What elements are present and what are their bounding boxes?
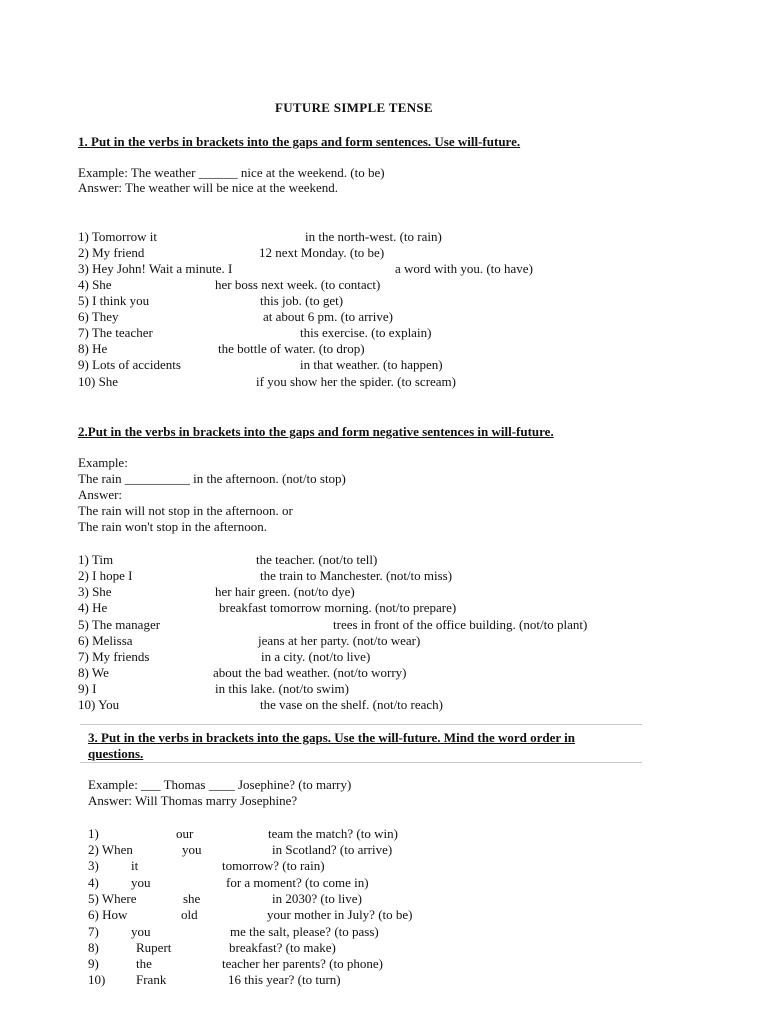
s2-item-3-end: her hair green. (not/to dye) [215,584,355,599]
s1-item-8-end: the bottle of water. (to drop) [218,341,365,356]
s3-item-8-end: breakfast? (to make) [229,940,336,955]
section-2-heading: 2.Put in the verbs in brackets into the gaps and form negative sentences in will-future. [78,424,554,439]
section-1-heading: 1. Put in the verbs in brackets into the gaps and form sentences. Use will-future. [78,134,521,149]
s3-item-9-num: 9) [88,956,99,971]
s1-item-1-end: in the north-west. (to rain) [305,229,442,244]
section-2-answer-1: The rain will not stop in the afternoon. or [78,503,293,518]
section-2-answer-label: Answer: [78,487,123,502]
s1-item-2-end: 12 next Monday. (to be) [259,245,385,260]
s2-item-6-end: jeans at her party. (not/to wear) [258,633,421,648]
s2-item-7-end: in a city. (not/to live) [261,649,371,664]
s3-item-7-end: me the salt, please? (to pass) [230,924,379,939]
s1-item-5-start: 5) I think you [78,293,150,308]
section-1-example: Example: The weather ______ nice at the weekend. (to be) [78,165,385,180]
s3-item-7-num: 7) [88,924,99,939]
s3-item-8-num: 8) [88,940,99,955]
section-3-bottom-rule [80,762,642,763]
s1-item-9-start: 9) Lots of accidents [78,357,181,372]
s1-item-7-start: 7) The teacher [78,325,153,340]
s1-item-1-start: 1) Tomorrow it [78,229,158,244]
s1-item-6-start: 6) They [78,309,119,324]
s3-item-10-num: 10) [88,972,106,987]
s3-item-3-word: it [131,858,139,873]
section-3-top-rule [80,724,642,725]
s3-item-6-end: your mother in July? (to be) [267,907,413,922]
page-title: FUTURE SIMPLE TENSE [275,100,433,115]
s3-item-3-end: tomorrow? (to rain) [222,858,325,873]
s1-item-10-start: 10) She [78,374,119,389]
s3-item-2-num: 2) When [88,842,133,857]
s3-item-4-word: you [131,875,151,890]
s1-item-10-end: if you show her the spider. (to scream) [256,374,457,389]
s3-item-5-end: in 2030? (to live) [272,891,362,906]
s2-item-4-start: 4) He [78,600,108,615]
s3-item-2-end: in Scotland? (to arrive) [272,842,393,857]
s3-item-8-word: Rupert [136,940,172,955]
s1-item-9-end: in that weather. (to happen) [300,357,443,372]
s3-item-9-end: teacher her parents? (to phone) [222,956,383,971]
section-1-answer: Answer: The weather will be nice at the weekend. [78,180,339,195]
s2-item-5-end: trees in front of the office building. (not/to plant) [333,617,588,632]
s3-item-1-word: our [176,826,194,841]
s2-item-10-end: the vase on the shelf. (not/to reach) [260,697,444,712]
s1-item-4-start: 4) She [78,277,112,292]
section-3-heading-line-1: 3. Put in the verbs in brackets into the gaps. Use the will-future. Mind the word order in [88,730,576,745]
s3-item-4-num: 4) [88,875,99,890]
s2-item-6-start: 6) Melissa [78,633,133,648]
section-2-example-label: Example: [78,455,128,470]
s1-item-6-end: at about 6 pm. (to arrive) [263,309,393,324]
s3-item-6-num: 6) How [88,907,128,922]
s1-item-3-start: 3) Hey John! Wait a minute. I [78,261,233,276]
s2-item-3-start: 3) She [78,584,112,599]
section-3-example: Example: ___ Thomas ____ Josephine? (to marry) [88,777,352,792]
s2-item-5-start: 5) The manager [78,617,161,632]
s3-item-1-num: 1) [88,826,99,841]
s3-item-5-word: she [183,891,201,906]
s2-item-7-start: 7) My friends [78,649,150,664]
s2-item-1-start: 1) Tim [78,552,114,567]
section-2-example: The rain __________ in the afternoon. (not/to stop) [78,471,346,486]
s2-item-2-end: the train to Manchester. (not/to miss) [260,568,453,583]
s3-item-2-word: you [182,842,202,857]
s1-item-7-end: this exercise. (to explain) [300,325,432,340]
s2-item-8-end: about the bad weather. (not/to worry) [213,665,407,680]
s2-item-8-start: 8) We [78,665,109,680]
s3-item-10-end: 16 this year? (to turn) [228,972,341,987]
s3-item-10-word: Frank [136,972,167,987]
section-3-answer: Answer: Will Thomas marry Josephine? [88,793,298,808]
s3-item-7-word: you [131,924,151,939]
s1-item-5-end: this job. (to get) [260,293,344,308]
s1-item-8-start: 8) He [78,341,108,356]
section-3-heading-line-2: questions. [88,746,144,761]
s3-item-6-word: old [181,907,198,922]
s2-item-2-start: 2) I hope I [78,568,133,583]
s3-item-5-num: 5) Where [88,891,137,906]
section-2-answer-2: The rain won't stop in the afternoon. [78,519,267,534]
s2-item-10-start: 10) You [78,697,120,712]
s3-item-4-end: for a moment? (to come in) [226,875,369,890]
s3-item-3-num: 3) [88,858,99,873]
s2-item-9-start: 9) I [78,681,97,696]
s3-item-1-end: team the match? (to win) [268,826,398,841]
s2-item-1-end: the teacher. (not/to tell) [256,552,378,567]
s2-item-9-end: in this lake. (not/to swim) [215,681,349,696]
s1-item-3-end: a word with you. (to have) [395,261,533,276]
s1-item-4-end: her boss next week. (to contact) [215,277,381,292]
s3-item-9-word: the [136,956,152,971]
s2-item-4-end: breakfast tomorrow morning. (not/to prepare) [219,600,457,615]
s1-item-2-start: 2) My friend [78,245,145,260]
